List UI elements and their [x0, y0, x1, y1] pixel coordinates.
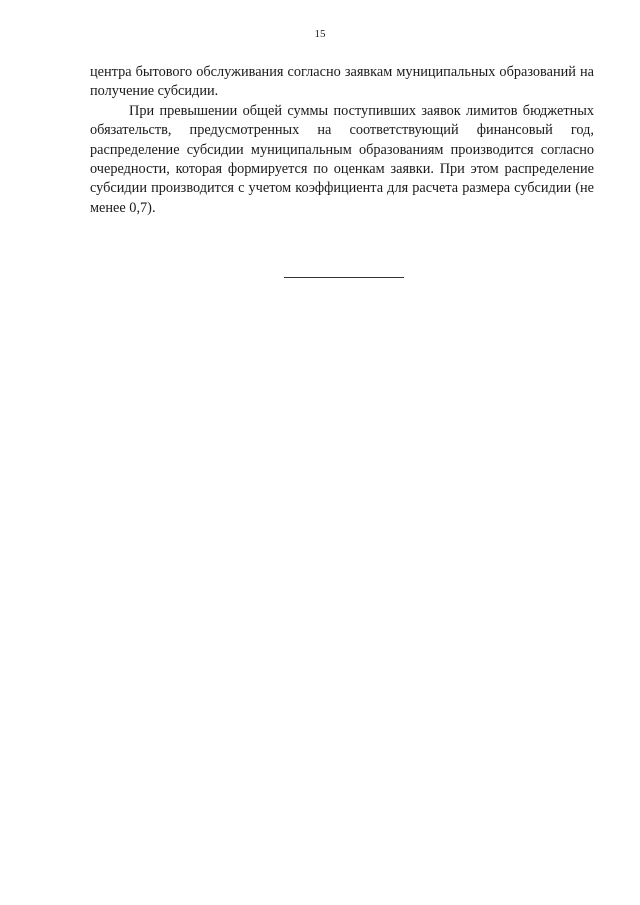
paragraph-continuation: центра бытового обслуживания согласно заявкам муниципальных образований на получение субсидии. — [90, 64, 594, 100]
paragraph-distribution: При превышении общей суммы поступивших заявок лимитов бюджетных обязательств, предусмотренных на соответствующий финансовый год, распределение субсидии муниципальным образованиям производится согласно очередности, которая формируется по оценкам заявки. При этом распределение субсидии производится с учетом коэффициента для расчета размера субсидии (не менее 0,7). — [90, 102, 594, 216]
document-body — [90, 63, 594, 218]
end-separator-line — [284, 277, 404, 278]
page-number: 15 — [314, 28, 326, 40]
